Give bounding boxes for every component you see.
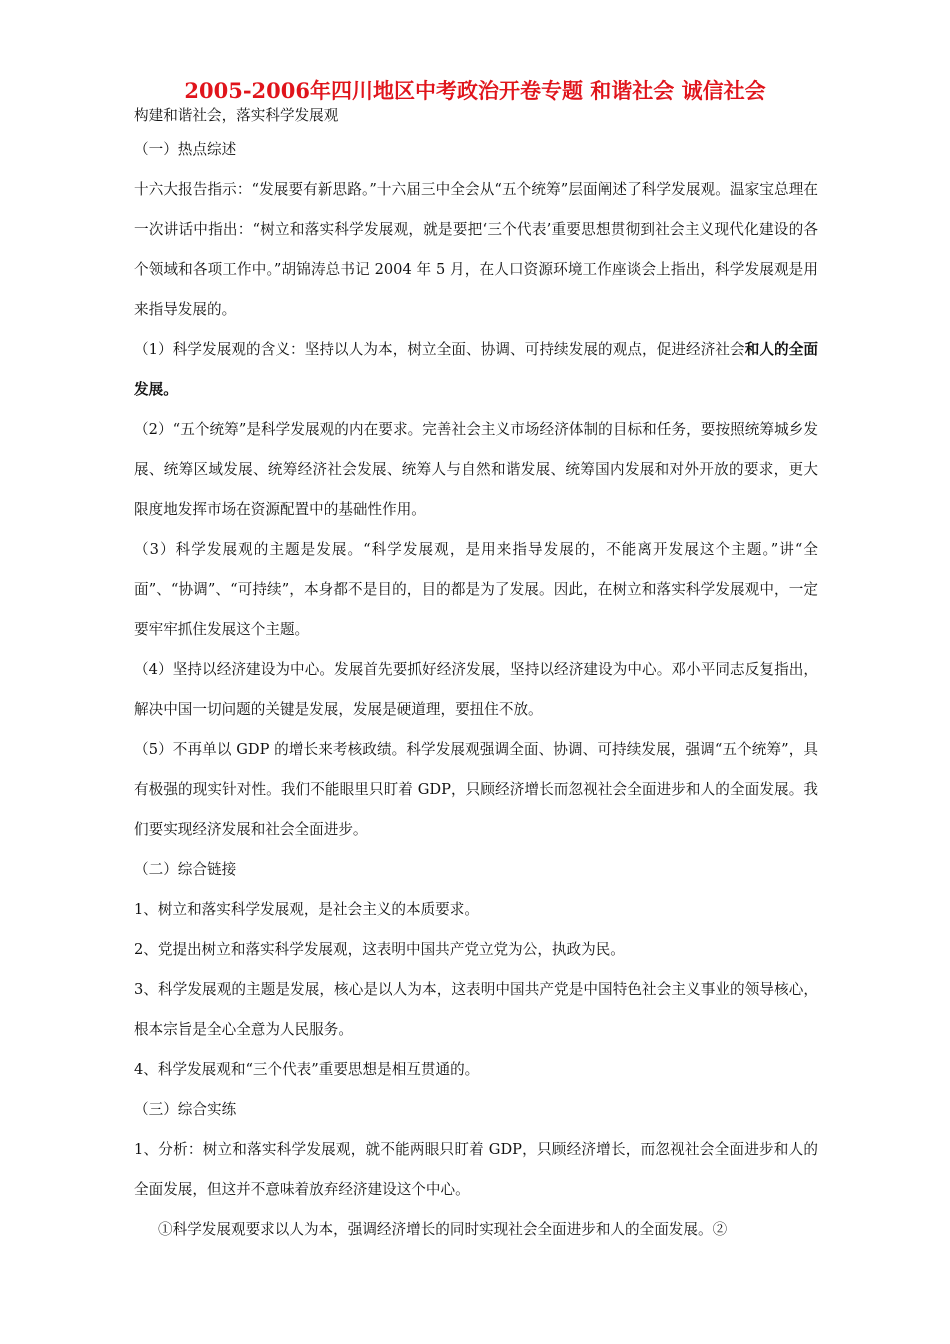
section3-item1-detail: ①科学发展观要求以人为本，强调经济增长的同时实现社会全面进步和人的全面发展。② (158, 1221, 728, 1238)
section1-point2: （2）“五个统筹”是科学发展观的内在要求。完善社会主义市场经济体制的目标和任务，要按照统筹城乡发展、统筹区域发展、统筹经济社会发展、统筹人与自然和谐发展、统筹国内发展和对外开放的要求，更大限度地发挥市场在资源配置中的基础性作用。 (134, 421, 818, 518)
section2-heading: （二）综合链接 (134, 861, 237, 878)
section1-point1 (134, 330, 818, 410)
document-body (134, 102, 818, 1250)
section3-item1: 1、分析：树立和落实科学发展观，就不能两眼只盯着 GDP，只顾经济增长，而忽视社会全面进步和人的全面发展，但这并不意味着放弃经济建设这个中心。 (134, 1141, 818, 1198)
section1-point5: （5）不再单以 GDP 的增长来考核政绩。科学发展观强调全面、协调、可持续发展，强调“五个统筹”，具有极强的现实针对性。我们不能眼里只盯着 GDP，只顾经济增长而忽视社会全面进步和人的全面发展。我们要实现经济发展和社会全面进步。 (134, 741, 818, 838)
section3-heading: （三）综合实练 (134, 1101, 237, 1118)
section2-item2: 2、党提出树立和落实科学发展观，这表明中国共产党立党为公，执政为民。 (134, 941, 625, 958)
section1-point4: （4）坚持以经济建设为中心。发展首先要抓好经济发展，坚持以经济建设为中心。邓小平同志反复指出，解决中国一切问题的关键是发展，发展是硬道理，要扭住不放。 (134, 661, 818, 718)
section2-item3: 3、科学发展观的主题是发展，核心是以人为本，这表明中国共产党是中国特色社会主义事业的领导核心，根本宗旨是全心全意为人民服务。 (134, 981, 818, 1038)
point1-bold-text: 和人的全面发展。 (134, 341, 818, 398)
section1-heading: （一）热点综述 (134, 141, 237, 158)
section2-item4: 4、科学发展观和“三个代表”重要思想是相互贯通的。 (134, 1061, 480, 1078)
section2-item1: 1、树立和落实科学发展观，是社会主义的本质要求。 (134, 901, 479, 918)
section1-point3: （3）科学发展观的主题是发展。“科学发展观，是用来指导发展的，不能离开发展这个主题。”讲“全面”、“协调”、“可持续”，本身都不是目的，目的都是为了发展。因此，在树立和落实科学发展观中，一定要牢牢抓住发展这个主题。 (134, 541, 818, 638)
point1-normal-text: （1）科学发展观的含义：坚持以人为本，树立全面、协调、可持续发展的观点，促进经济社会 (134, 341, 745, 358)
document-subtitle: 构建和谐社会，落实科学发展观 (134, 107, 339, 124)
document-title: 2005-2006年四川地区中考政治开卷专题 和谐社会 诚信社会 (184, 78, 766, 103)
section1-intro: 十六大报告指示：“发展要有新思路。”十六届三中全会从“五个统筹”层面阐述了科学发展观。温家宝总理在一次讲话中指出：“树立和落实科学发展观，就是要把‘三个代表’重要思想贯彻到社会主义现代化建设的各个领域和各项工作中。”胡锦涛总书记 2004 年 5 月，在人口资源环境工作座谈会上指出，科学发展观是用来指导发展的。 (134, 181, 818, 318)
